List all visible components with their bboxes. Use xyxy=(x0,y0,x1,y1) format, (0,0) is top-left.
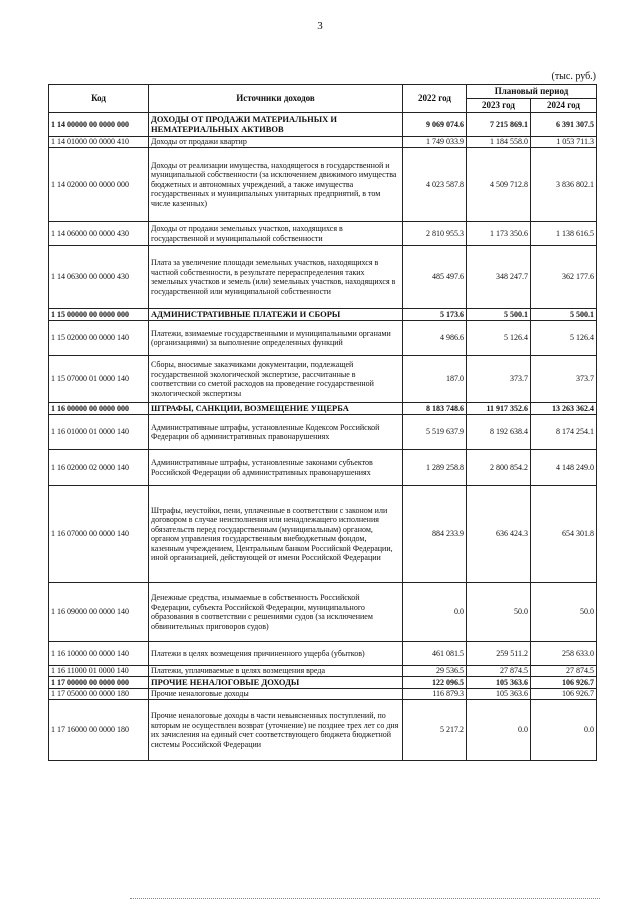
table-row xyxy=(49,666,597,677)
row-value-2024: 1 138 616.5 xyxy=(531,222,597,246)
row-value-2023: 636 424.3 xyxy=(467,486,531,583)
revenue-table xyxy=(48,84,597,761)
row-source-name: Административные штрафы, установленные Кодексом Российской Федерации об административных правонарушениях xyxy=(149,415,403,450)
row-value-2024: 654 301.8 xyxy=(531,486,597,583)
row-source-name: Доходы от продажи земельных участков, находящихся в государственной и муниципальной собственности xyxy=(149,222,403,246)
header-source: Источники доходов xyxy=(149,85,403,113)
row-value-2023: 27 874.5 xyxy=(467,666,531,677)
table-row xyxy=(49,246,597,309)
row-source-name: Платежи, взимаемые государственными и муниципальными органами (организациями) за выполнение определенных функций xyxy=(149,321,403,356)
table-row xyxy=(49,642,597,666)
row-source-name: Платежи в целях возмещения причиненного ущерба (убытков) xyxy=(149,642,403,666)
row-code: 1 15 00000 00 0000 000 xyxy=(49,309,149,321)
row-value-2022: 5 519 637.9 xyxy=(403,415,467,450)
row-value-2023: 373.7 xyxy=(467,356,531,403)
row-value-2022: 1 289 258.8 xyxy=(403,450,467,486)
row-value-2022: 8 183 748.6 xyxy=(403,403,467,415)
row-source-name: Платежи, уплачиваемые в целях возмещения вреда xyxy=(149,666,403,677)
table-row xyxy=(49,689,597,700)
row-code: 1 16 01000 01 0000 140 xyxy=(49,415,149,450)
row-value-2024: 1 053 711.3 xyxy=(531,137,597,148)
row-source-name: ПРОЧИЕ НЕНАЛОГОВЫЕ ДОХОДЫ xyxy=(149,677,403,689)
row-value-2023: 7 215 869.1 xyxy=(467,113,531,137)
row-source-name: ДОХОДЫ ОТ ПРОДАЖИ МАТЕРИАЛЬНЫХ И НЕМАТЕРИАЛЬНЫХ АКТИВОВ xyxy=(149,113,403,137)
row-source-name: Административные штрафы, установленные законами субъектов Российской Федерации об административных правонарушениях xyxy=(149,450,403,486)
row-value-2024: 373.7 xyxy=(531,356,597,403)
row-code: 1 14 02000 00 0000 000 xyxy=(49,148,149,222)
row-code: 1 17 16000 00 0000 180 xyxy=(49,700,149,761)
row-value-2024: 13 263 362.4 xyxy=(531,403,597,415)
row-value-2023: 5 500.1 xyxy=(467,309,531,321)
row-value-2022: 884 233.9 xyxy=(403,486,467,583)
row-value-2023: 0.0 xyxy=(467,700,531,761)
units-label: (тыс. руб.) xyxy=(551,71,596,82)
table-row xyxy=(49,486,597,583)
row-value-2023: 5 126.4 xyxy=(467,321,531,356)
table-body xyxy=(49,113,597,761)
row-code: 1 15 02000 00 0000 140 xyxy=(49,321,149,356)
row-source-name: АДМИНИСТРАТИВНЫЕ ПЛАТЕЖИ И СБОРЫ xyxy=(149,309,403,321)
table-row xyxy=(49,309,597,321)
row-value-2022: 2 810 955.3 xyxy=(403,222,467,246)
row-code: 1 14 00000 00 0000 000 xyxy=(49,113,149,137)
row-value-2024: 8 174 254.1 xyxy=(531,415,597,450)
row-source-name: Денежные средства, изымаемые в собственность Российской Федерации, субъекта Российской Федерации, муниципального образования в соответствии с решениями судов (за исключением обвинительных приговоров судов) xyxy=(149,583,403,642)
row-source-name: Сборы, вносимые заказчиками документации, подлежащей государственной экологической экспертизе, рассчитанные в соответствии со сметой расходов на проведение государственной экологической экспертизы xyxy=(149,356,403,403)
table-row xyxy=(49,321,597,356)
header-plan-period: Плановый период xyxy=(467,85,597,99)
table-row xyxy=(49,450,597,486)
header-2023: 2023 год xyxy=(467,99,531,113)
row-value-2022: 5 217.2 xyxy=(403,700,467,761)
row-value-2022: 461 081.5 xyxy=(403,642,467,666)
row-value-2023: 8 192 638.4 xyxy=(467,415,531,450)
row-value-2023: 1 184 558.0 xyxy=(467,137,531,148)
row-source-name: Доходы от продажи квартир xyxy=(149,137,403,148)
row-source-name: Доходы от реализации имущества, находящегося в государственной и муниципальной собственности (за исключением движимого имущества бюджетных и автономных учреждений, а также имущества государственных и муниципальных унитарных предприятий, в том числе казенных) xyxy=(149,148,403,222)
row-value-2023: 4 509 712.8 xyxy=(467,148,531,222)
table-row xyxy=(49,700,597,761)
table-row xyxy=(49,222,597,246)
table-row xyxy=(49,415,597,450)
row-value-2022: 1 749 033.9 xyxy=(403,137,467,148)
row-value-2024: 106 926.7 xyxy=(531,677,597,689)
row-value-2024: 5 500.1 xyxy=(531,309,597,321)
row-value-2022: 29 536.5 xyxy=(403,666,467,677)
row-value-2023: 348 247.7 xyxy=(467,246,531,309)
row-source-name: Прочие неналоговые доходы в части невыясненных поступлений, по которым не осуществлен возврат (уточнение) не позднее трех лет со дня их зачисления на единый счет соответствующего бюджета бюджетной системы Российской Федерации xyxy=(149,700,403,761)
header-2022: 2022 год xyxy=(403,85,467,113)
row-value-2022: 122 096.5 xyxy=(403,677,467,689)
footer-divider xyxy=(130,898,600,899)
row-code: 1 17 00000 00 0000 000 xyxy=(49,677,149,689)
row-value-2023: 50.0 xyxy=(467,583,531,642)
row-code: 1 16 00000 00 0000 000 xyxy=(49,403,149,415)
header-code: Код xyxy=(49,85,149,113)
table-row xyxy=(49,403,597,415)
row-code: 1 16 09000 00 0000 140 xyxy=(49,583,149,642)
row-code: 1 14 06300 00 0000 430 xyxy=(49,246,149,309)
row-value-2022: 485 497.6 xyxy=(403,246,467,309)
row-value-2022: 0.0 xyxy=(403,583,467,642)
row-value-2024: 258 633.0 xyxy=(531,642,597,666)
table-row xyxy=(49,583,597,642)
row-code: 1 16 11000 01 0000 140 xyxy=(49,666,149,677)
row-value-2023: 259 511.2 xyxy=(467,642,531,666)
row-value-2024: 106 926.7 xyxy=(531,689,597,700)
row-code: 1 17 05000 00 0000 180 xyxy=(49,689,149,700)
row-value-2024: 50.0 xyxy=(531,583,597,642)
row-value-2023: 105 363.6 xyxy=(467,677,531,689)
row-value-2024: 3 836 802.1 xyxy=(531,148,597,222)
row-value-2024: 362 177.6 xyxy=(531,246,597,309)
row-code: 1 14 06000 00 0000 430 xyxy=(49,222,149,246)
row-value-2023: 2 800 854.2 xyxy=(467,450,531,486)
page-number: 3 xyxy=(317,20,323,32)
row-value-2022: 4 986.6 xyxy=(403,321,467,356)
row-value-2024: 4 148 249.0 xyxy=(531,450,597,486)
row-value-2022: 9 069 074.6 xyxy=(403,113,467,137)
row-source-name: Прочие неналоговые доходы xyxy=(149,689,403,700)
row-value-2024: 0.0 xyxy=(531,700,597,761)
row-value-2024: 5 126.4 xyxy=(531,321,597,356)
row-value-2023: 11 917 352.6 xyxy=(467,403,531,415)
row-value-2023: 105 363.6 xyxy=(467,689,531,700)
table-row xyxy=(49,356,597,403)
row-value-2024: 27 874.5 xyxy=(531,666,597,677)
row-source-name: Штрафы, неустойки, пени, уплаченные в соответствии с законом или договором в случае неисполнения или ненадлежащего исполнения обязательств перед государственным (муниципальным) органом, органом управления государственным внебюджетным фондом, казенным учреждением, Центральным банком Российской Федерации, иной организацией, действующей от имени Российской Федерации xyxy=(149,486,403,583)
row-value-2022: 5 173.6 xyxy=(403,309,467,321)
row-code: 1 16 10000 00 0000 140 xyxy=(49,642,149,666)
row-source-name: ШТРАФЫ, САНКЦИИ, ВОЗМЕЩЕНИЕ УЩЕРБА xyxy=(149,403,403,415)
table-row xyxy=(49,137,597,148)
row-value-2023: 1 173 350.6 xyxy=(467,222,531,246)
table-row xyxy=(49,113,597,137)
table-row xyxy=(49,148,597,222)
row-value-2022: 116 879.3 xyxy=(403,689,467,700)
row-code: 1 14 01000 00 0000 410 xyxy=(49,137,149,148)
row-code: 1 16 02000 02 0000 140 xyxy=(49,450,149,486)
row-source-name: Плата за увеличение площади земельных участков, находящихся в частной собственности, в результате перераспределения таких земельных участков и земель (или) земельных участков, находящихся в государственной или муниципальной собственности xyxy=(149,246,403,309)
row-value-2022: 187.0 xyxy=(403,356,467,403)
row-code: 1 16 07000 00 0000 140 xyxy=(49,486,149,583)
row-value-2024: 6 391 307.5 xyxy=(531,113,597,137)
header-2024: 2024 год xyxy=(531,99,597,113)
row-code: 1 15 07000 01 0000 140 xyxy=(49,356,149,403)
table-row xyxy=(49,677,597,689)
row-value-2022: 4 023 587.8 xyxy=(403,148,467,222)
